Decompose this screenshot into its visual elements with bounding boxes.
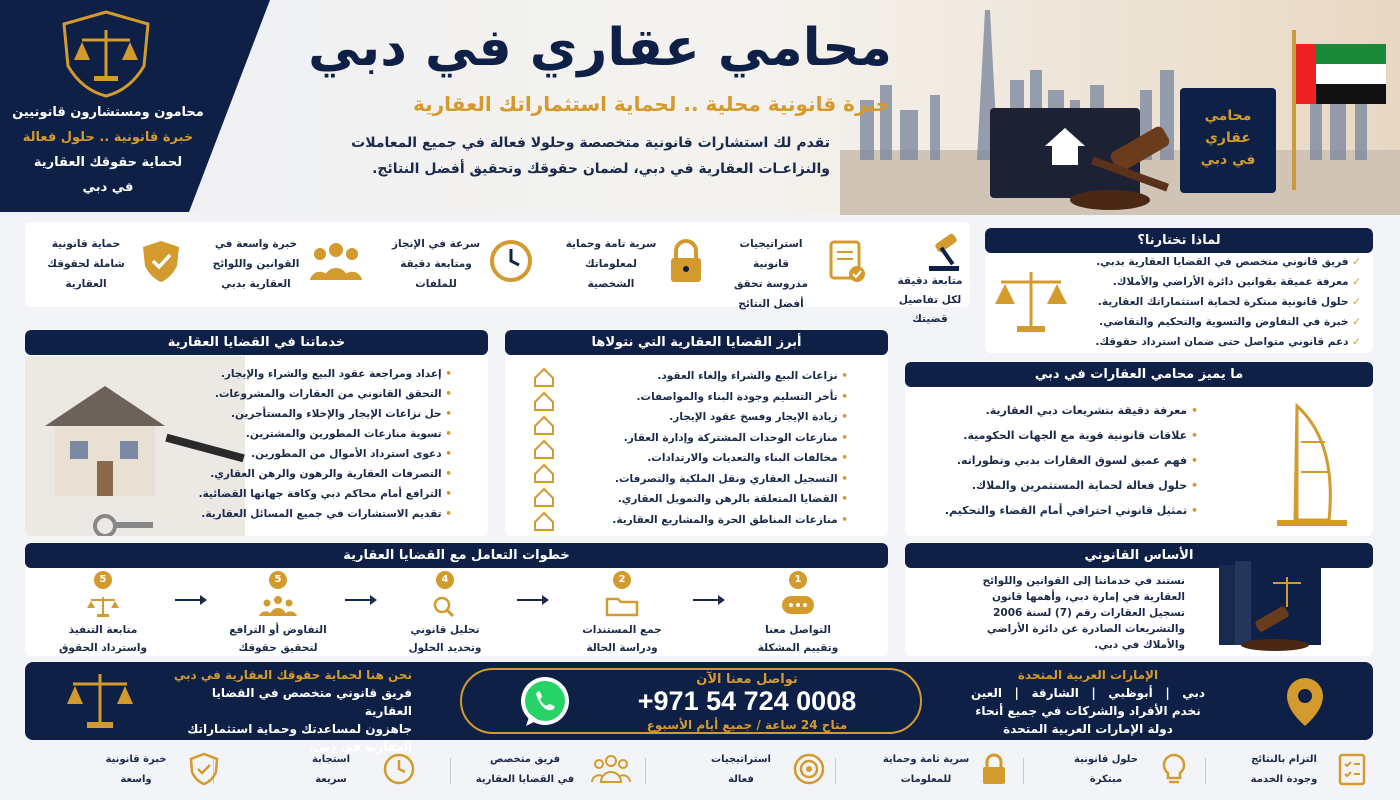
list-item: • تأخر التسليم وجودة البناء والمواصفات. bbox=[568, 387, 848, 408]
bottom-line: سرية تامة وحماية bbox=[882, 754, 970, 765]
book-label-1: محامي bbox=[1204, 108, 1252, 124]
checklist-icon bbox=[1335, 752, 1369, 786]
badge-line-1: محامون ومستشارون قانونيين bbox=[12, 105, 204, 120]
list-item: • الترافع أمام محاكم دبي وكافة جهاتها القضائية. bbox=[212, 484, 452, 504]
bottom-line: واسعة bbox=[120, 774, 152, 785]
step-number: 1 bbox=[789, 571, 807, 589]
contact-left-line: العقارية في دبي. bbox=[309, 740, 412, 754]
legal-line: والتشريعات الصادرة عن دائرة الأراضي bbox=[986, 623, 1185, 635]
step-line: جمع المستندات bbox=[582, 624, 662, 636]
list-item: • دعوى استرداد الأموال من المطورين. bbox=[212, 444, 452, 464]
divider bbox=[450, 758, 451, 784]
feature-line: أفضل النتائج bbox=[738, 298, 804, 310]
team-icon bbox=[591, 752, 631, 786]
arrow-icon bbox=[175, 599, 205, 601]
shield-check-icon bbox=[187, 752, 221, 786]
badge-line-3: لحماية حقوقك العقارية bbox=[33, 155, 183, 170]
chat-icon bbox=[781, 595, 815, 617]
list-item: • منازعات المناطق الحرة والمشاريع العقارية. bbox=[568, 510, 848, 531]
steps-title: خطوات التعامل مع القضايا العقارية bbox=[25, 543, 888, 568]
feature-line: مدروسة تحقق bbox=[733, 278, 809, 290]
law-books-gavel-icon bbox=[1215, 557, 1335, 653]
feature-line: شاملة لحقوقك bbox=[47, 258, 125, 270]
contact-band bbox=[25, 662, 1373, 754]
lock-icon bbox=[663, 238, 709, 284]
burj-al-arab-icon bbox=[1267, 402, 1357, 530]
step-number: 4 bbox=[436, 571, 454, 589]
list-item: • نزاعات البيع والشراء وإلغاء العقود. bbox=[568, 366, 848, 387]
step-line: وتحديد الحلول bbox=[408, 642, 482, 654]
step-line: ودراسة الحالة bbox=[586, 642, 658, 654]
services-list bbox=[198, 364, 452, 524]
contact-left-line: فريق قانوني متخصص في القضايا العقارية bbox=[211, 686, 412, 718]
distinct-panel bbox=[905, 362, 1373, 536]
bottom-item-team bbox=[455, 748, 635, 794]
step-5 bbox=[43, 571, 163, 656]
bottom-line: حلول قانونية bbox=[1074, 754, 1138, 765]
bottom-line: التزام بالنتائج bbox=[1251, 754, 1317, 765]
feature-line: سرعة في الإنجاز bbox=[391, 238, 481, 250]
list-item: ✓ خبرة في التفاوض والتسوية والتحكيم والتقاضي. bbox=[1081, 312, 1361, 332]
contact-right-line: دولة الإمارات العربية المتحدة bbox=[1003, 722, 1173, 736]
feature-line: العقارية bbox=[65, 278, 107, 290]
shield-check-icon bbox=[138, 238, 184, 284]
list-item: • تقديم الاستشارات في جميع المسائل العقارية. bbox=[212, 504, 452, 524]
feature-line: متابعة دقيقة bbox=[897, 275, 963, 287]
list-item: • حلول فعالة لحماية المستثمرين والملاك. bbox=[938, 473, 1198, 498]
feature-line: للملفات bbox=[415, 278, 457, 290]
step-line: تحليل قانوني bbox=[410, 624, 480, 636]
arrow-icon bbox=[345, 599, 375, 601]
step-4 bbox=[218, 571, 338, 656]
step-line: التفاوض أو الترافع bbox=[229, 624, 327, 636]
phone-number[interactable]: +971 54 724 0008 bbox=[637, 686, 857, 716]
steps-panel bbox=[25, 543, 888, 656]
contact-left-line: جاهزون لمساعدتك وحماية استثماراتك bbox=[187, 722, 412, 736]
list-item: • معرفة دقيقة بتشريعات دبي العقارية. bbox=[938, 398, 1198, 423]
cases-list bbox=[568, 366, 848, 530]
book-label-2: عقاري bbox=[1205, 130, 1251, 146]
step-1 bbox=[738, 571, 858, 656]
step-line: واسترداد الحقوق bbox=[59, 642, 147, 654]
gavel-icon bbox=[925, 232, 975, 272]
contact-pill[interactable] bbox=[460, 668, 922, 734]
distinct-list bbox=[938, 398, 1198, 523]
feature-strategies bbox=[725, 228, 875, 310]
list-item: • علاقات قانونية قوية مع الجهات الحكومية. bbox=[938, 423, 1198, 448]
intro-line-1: تقدم لك استشارات قانونية متخصصة وحلولا فعالة في جميع المعاملات bbox=[351, 135, 830, 151]
feature-line: لكل تفاصيل bbox=[898, 294, 962, 306]
arrow-icon bbox=[693, 599, 723, 601]
book-label-3: في دبي bbox=[1200, 152, 1256, 168]
bottom-line: سريعة bbox=[315, 774, 347, 785]
feature-confidentiality bbox=[565, 228, 715, 303]
step-line: متابعة التنفيذ bbox=[68, 624, 138, 636]
scales-icon bbox=[86, 595, 120, 617]
feature-line: الشخصية bbox=[587, 278, 635, 290]
list-item: • التسجيل العقاري ونقل الملكية والتصرفات. bbox=[568, 469, 848, 490]
country-title: الإمارات العربية المتحدة bbox=[1017, 668, 1159, 682]
feature-case-followup bbox=[855, 228, 1005, 325]
page-title: محامي عقاري في دبي bbox=[308, 18, 892, 78]
legal-line: تسجيل العقارات رقم (7) لسنة 2006 bbox=[993, 607, 1185, 619]
badge-line-2: خبرة قانونية .. حلول فعالة bbox=[22, 130, 194, 145]
team-icon bbox=[308, 238, 364, 284]
magnifier-icon bbox=[428, 595, 462, 617]
feature-line: استراتيجيات قانونية bbox=[739, 238, 803, 270]
lock-icon bbox=[977, 752, 1011, 786]
contact-cta: تواصل معنا الآن bbox=[696, 672, 798, 687]
why-us-list bbox=[1081, 252, 1361, 352]
bottom-item-strategies bbox=[670, 748, 830, 794]
legal-basis-panel bbox=[905, 543, 1373, 656]
list-item: • تمثيل قانوني احترافي أمام القضاء والتحكيم. bbox=[938, 498, 1198, 523]
step-line: التواصل معنا bbox=[765, 624, 831, 636]
list-item: • التصرفات العقارية والرهون والرهن العقاري. bbox=[212, 464, 452, 484]
feature-line: قضيتك bbox=[912, 313, 948, 325]
feature-line: خبرة واسعة في bbox=[214, 238, 298, 250]
availability-text: متاح 24 ساعة / جميع أيام الأسبوع bbox=[646, 718, 848, 732]
list-item: ✓ دعم قانوني متواصل حتى ضمان استرداد حقوقك. bbox=[1081, 332, 1361, 352]
cases-title: أبرز القضايا العقارية التي نتولاها bbox=[505, 330, 888, 355]
intro-text bbox=[330, 130, 830, 182]
step-line: لتحقيق حقوقك bbox=[238, 642, 318, 654]
scales-icon bbox=[993, 268, 1069, 334]
list-item: • مخالفات البناء والتعديات والارتدادات. bbox=[568, 448, 848, 469]
dubai-skyline-illustration bbox=[840, 0, 1400, 215]
contact-right-line: نخدم الأفراد والشركات في جميع أنحاء bbox=[975, 704, 1201, 718]
why-us-title: لماذا تختارنا؟ bbox=[985, 228, 1373, 253]
list-item: • حل نزاعات الإيجار والإخلاء والمستأجرين. bbox=[212, 404, 452, 424]
bottom-item-commitment bbox=[1213, 748, 1373, 794]
cities-list: دبي | أبوظبي | الشارقة | العين bbox=[970, 686, 1206, 700]
contact-right-text bbox=[958, 666, 1218, 738]
contact-left-title: نحن هنا لحماية حقوقك العقارية في دبي bbox=[173, 668, 412, 682]
document-check-icon bbox=[823, 238, 869, 284]
list-item: • زيادة الإيجار وفسخ عقود الإيجار. bbox=[568, 407, 848, 428]
bottom-item-confidentiality bbox=[855, 748, 1015, 794]
legal-basis-text bbox=[935, 573, 1185, 653]
list-item: • منازعات الوحدات المشتركة وإدارة العقار. bbox=[568, 428, 848, 449]
contact-left-text bbox=[172, 666, 412, 756]
folder-icon bbox=[605, 595, 639, 617]
bottom-item-response bbox=[260, 748, 420, 794]
bottom-line: استراتيجيات bbox=[711, 754, 771, 765]
list-item: ✓ فريق قانوني متخصص في القضايا العقارية بدبي. bbox=[1081, 252, 1361, 272]
lightbulb-icon bbox=[1157, 752, 1191, 786]
arrow-icon bbox=[517, 599, 547, 601]
divider bbox=[645, 758, 646, 784]
step-line: وتقييم المشكلة bbox=[757, 642, 839, 654]
clock-icon bbox=[382, 752, 416, 786]
feature-line: ومتابعة دقيقة bbox=[400, 258, 472, 270]
location-pin-icon bbox=[1283, 676, 1327, 728]
cases-panel bbox=[505, 330, 888, 536]
divider bbox=[1023, 758, 1024, 784]
bottom-line: وجودة الخدمة bbox=[1250, 774, 1318, 785]
list-item: • إعداد ومراجعة عقود البيع والشراء والإيجار. bbox=[212, 364, 452, 384]
feature-speed bbox=[390, 228, 540, 303]
bottom-strip bbox=[25, 746, 1373, 796]
bottom-line: مبتكرة bbox=[1089, 774, 1123, 785]
legal-basis-title: الأساس القانوني bbox=[905, 543, 1373, 568]
bottom-item-solutions bbox=[1035, 748, 1195, 794]
legal-line: والأملاك في دبي. bbox=[1094, 639, 1185, 651]
bottom-line: فريق متخصص bbox=[490, 754, 560, 765]
list-item: • التحقق القانوني من العقارات والمشروعات. bbox=[212, 384, 452, 404]
step-2 bbox=[562, 571, 682, 656]
distinct-title: ما يميز محامي العقارات في دبي bbox=[905, 362, 1373, 387]
feature-line: القوانين واللوائح bbox=[212, 258, 300, 270]
bottom-line: استجابة bbox=[311, 754, 351, 765]
house-icon bbox=[533, 366, 555, 531]
services-panel bbox=[25, 330, 488, 536]
intro-line-2: والنزاعـات العقارية في دبي، لضمان حقوقك وتحقيق أفضل النتائج. bbox=[372, 161, 830, 177]
feature-experience bbox=[210, 228, 360, 303]
legal-line: نستند في خدماتنا إلى القوانين واللوائح bbox=[982, 575, 1185, 587]
target-icon bbox=[792, 752, 826, 786]
bottom-item-expertise bbox=[65, 748, 225, 794]
badge-text bbox=[8, 100, 208, 200]
feature-protection bbox=[40, 228, 190, 303]
badge-line-4: في دبي bbox=[82, 180, 134, 195]
step-number: 5 bbox=[269, 571, 287, 589]
feature-line: سرية تامة وحماية bbox=[565, 238, 657, 250]
legal-line: العقارية في إمارة دبي، وأهمها قانون bbox=[992, 591, 1185, 603]
list-item: • القضايا المتعلقة بالرهن والتمويل العقاري. bbox=[568, 489, 848, 510]
scales-icon bbox=[65, 670, 135, 730]
step-number: 5 bbox=[94, 571, 112, 589]
feature-line: العقارية بدبي bbox=[221, 278, 291, 290]
list-item: ✓ حلول قانونية مبتكرة لحماية استثماراتك العقارية. bbox=[1081, 292, 1361, 312]
clock-icon bbox=[488, 238, 534, 284]
step-3 bbox=[385, 571, 505, 656]
why-us-panel bbox=[985, 228, 1373, 353]
services-title: خدماتنا في القضايا العقارية bbox=[25, 330, 488, 355]
team-icon bbox=[258, 595, 298, 617]
feature-line: حماية قانونية bbox=[51, 238, 121, 250]
bottom-line: للمعلومات bbox=[900, 774, 952, 785]
bottom-line: خبرة قانونية bbox=[105, 754, 167, 765]
header-banner bbox=[0, 0, 1400, 215]
feature-line: لمعلوماتك bbox=[585, 258, 637, 270]
list-item: • فهم عميق لسوق العقارات بدبي وتطوراته. bbox=[938, 448, 1198, 473]
scales-shield-icon bbox=[60, 10, 152, 98]
divider bbox=[835, 758, 836, 784]
whatsapp-icon[interactable] bbox=[516, 674, 574, 730]
bottom-line: في القضايا العقارية bbox=[475, 774, 575, 785]
list-item: ✓ معرفة عميقة بقوانين دائرة الأراضي والأملاك. bbox=[1081, 272, 1361, 292]
page-subtitle: خبرة قانونية محلية .. لحماية استثماراتك العقارية bbox=[413, 92, 890, 116]
list-item: • تسوية منازعات المطورين والمشترين. bbox=[212, 424, 452, 444]
bottom-line: فعالة bbox=[728, 774, 754, 785]
step-number: 2 bbox=[613, 571, 631, 589]
divider bbox=[1205, 758, 1206, 784]
